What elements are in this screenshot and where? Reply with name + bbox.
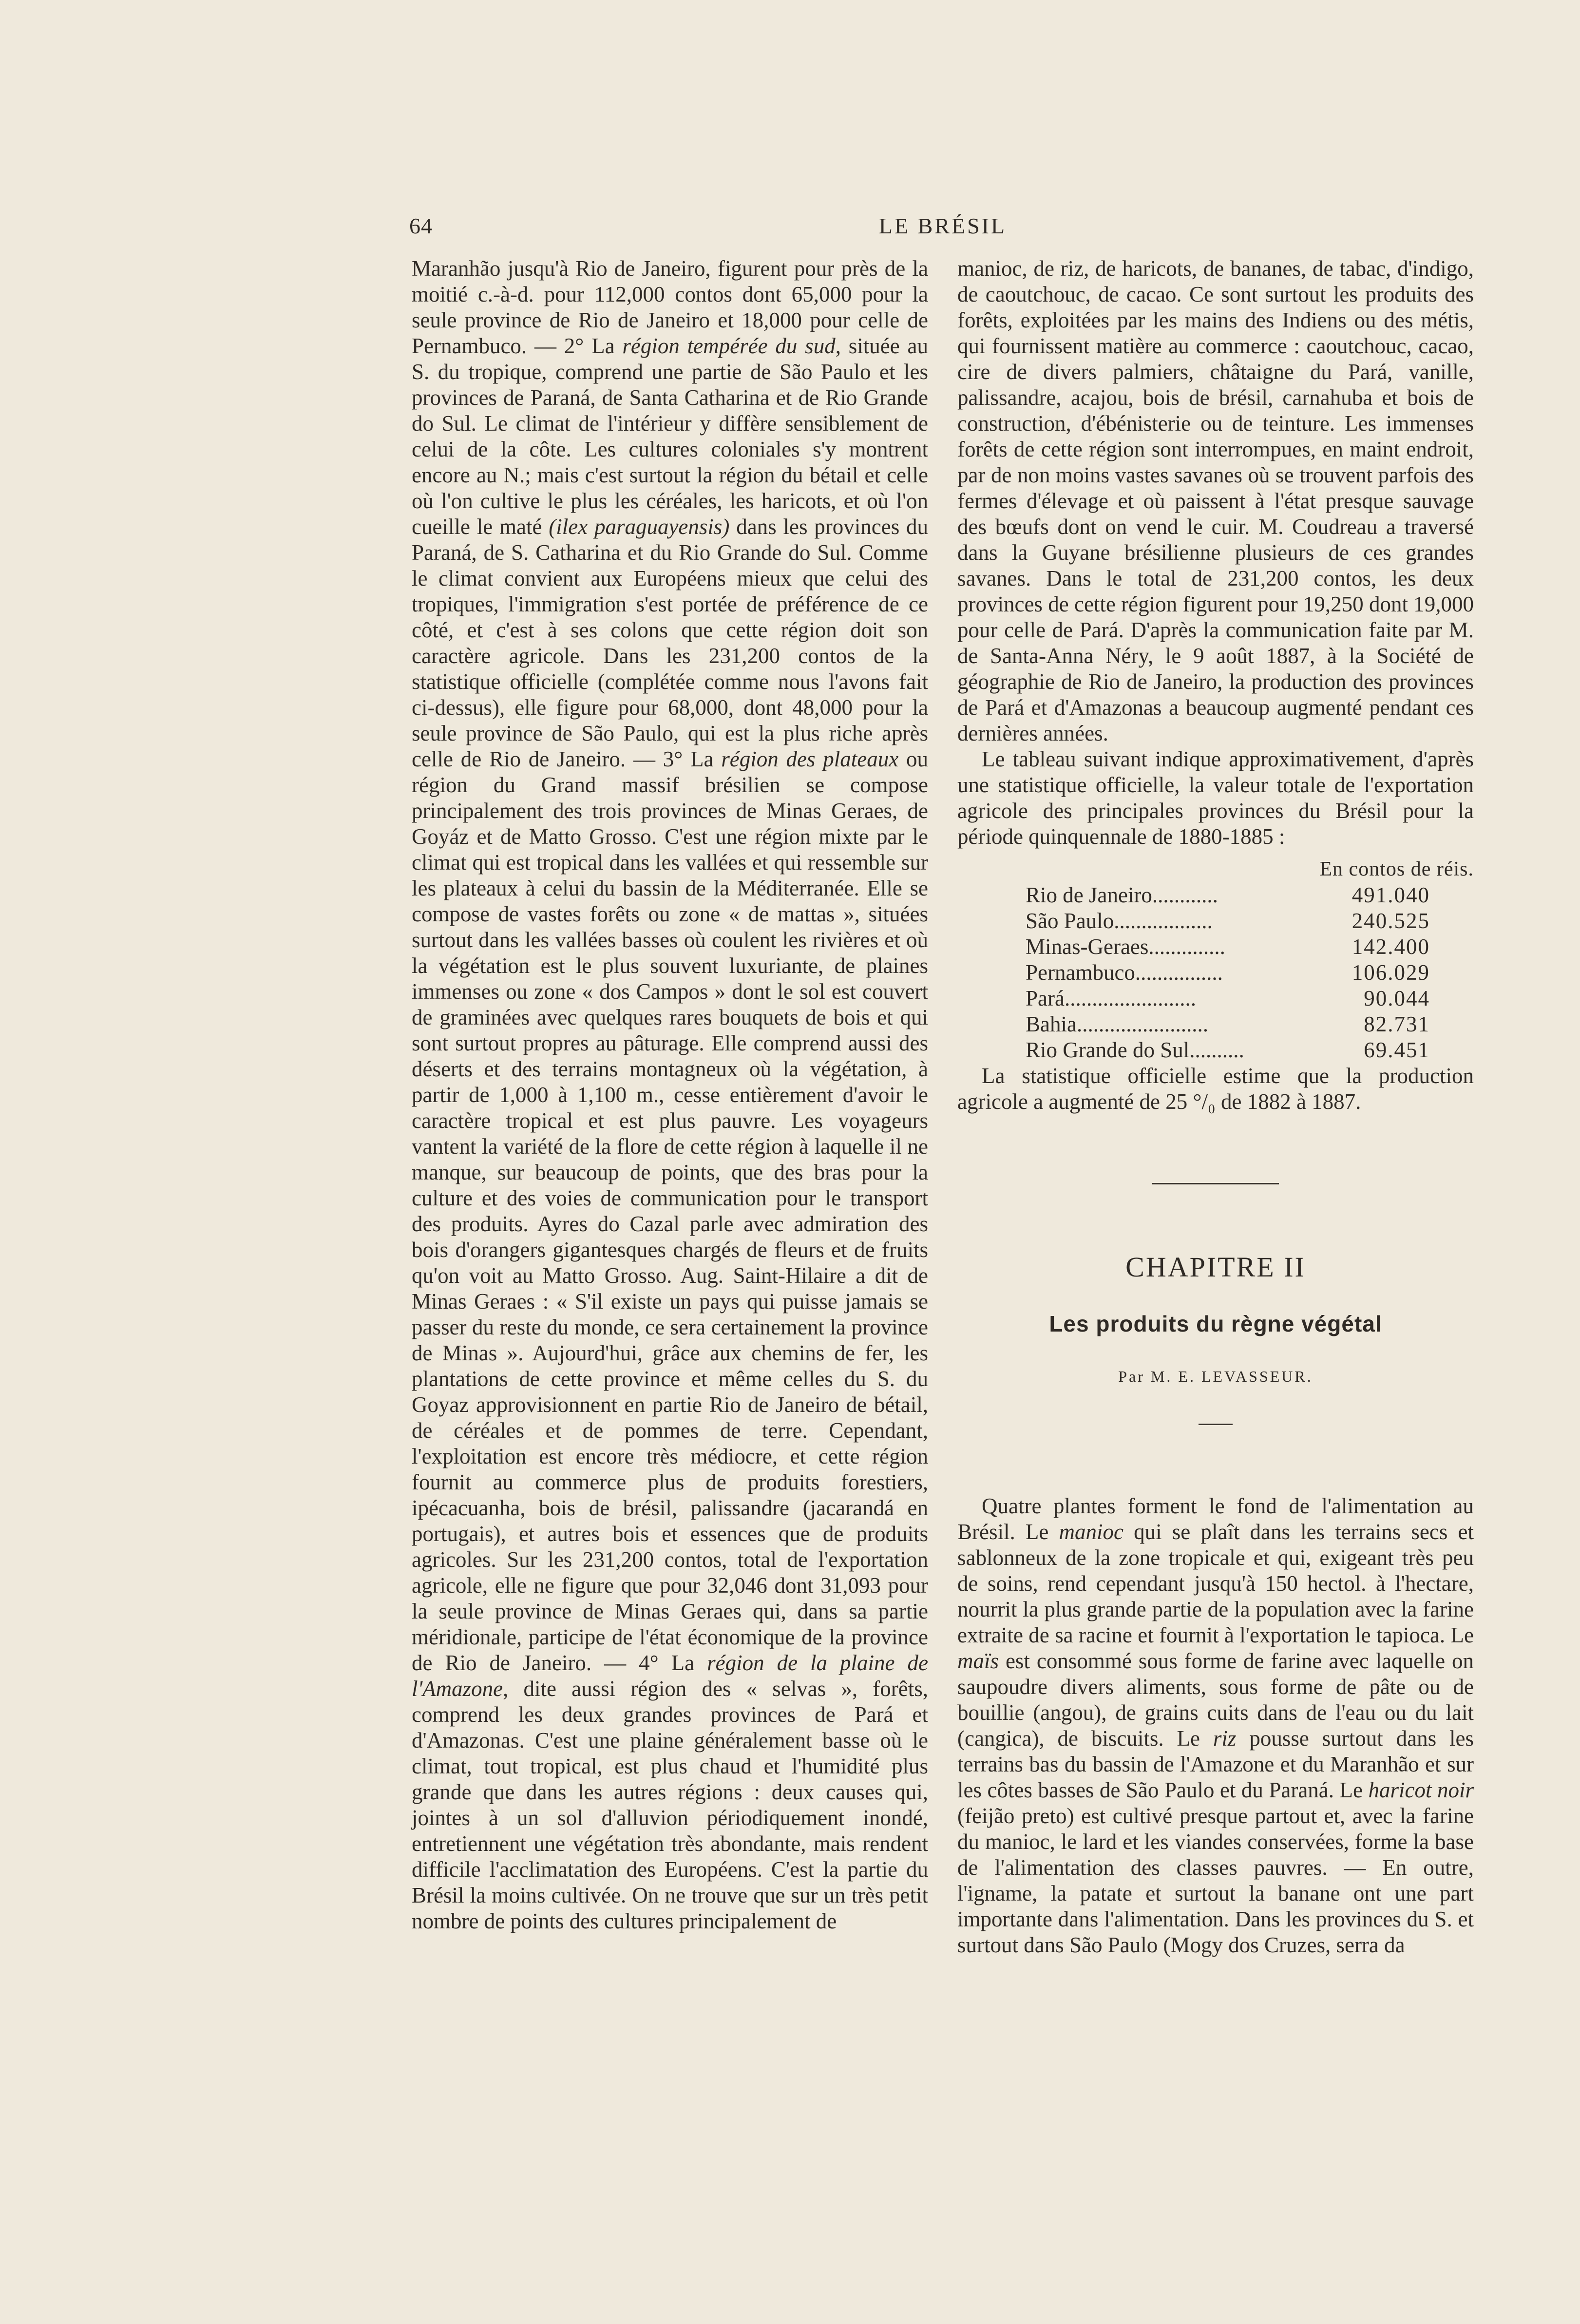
right-column <box>957 256 1474 1958</box>
short-divider <box>1199 1424 1233 1425</box>
page-number: 64 <box>409 213 433 238</box>
value-cell: 90.044 <box>1364 986 1430 1010</box>
value-cell: 240.525 <box>1352 909 1430 933</box>
value-cell: 491.040 <box>1352 883 1430 907</box>
table-row <box>1026 960 1430 986</box>
paragraph: La statistique officielle estime que la production agricole a augmenté de 25 °/₀ de 1882 à 1887. <box>957 1064 1474 1114</box>
statistics-table <box>1026 882 1430 1063</box>
value-cell: 69.451 <box>1364 1038 1430 1062</box>
paragraph: Maranhão jusqu'à Rio de Janeiro, figurent pour près de la moitié c.-à-d. pour 112,000 contos dont 65,000 pour la seule province de Rio de Janeiro et 18,000 pour celle de Pernambuco. — 2° La région tempérée du sud, située au S. du tropique, comprend une partie de São Paulo et les provinces de Paraná, de Santa Catharina et de Rio Grande do Sul. Le climat de l'intérieur y diffère sensiblement de celui de la côte. Les cultures coloniales s'y montrent encore au N.; mais c'est surtout la région du bétail et celle où l'on cultive le plus les céréales, les haricots, et où l'on cueille le maté (ilex paraguayensis) dans les provinces du Paraná, de S. Catharina et du Rio Grande do Sul. Comme le climat convient aux Européens mieux que celui des tropiques, l'immigration s'est portée de préférence de ce côté, et c'est à ses colons que cette région doit son caractère agricole. Dans les 231,200 contos de la statistique officielle (complétée comme nous l'avons fait ci-dessus), elle figure pour 68,000, dont 48,000 pour la seule province de São Paulo, qui est la plus riche après celle de Rio de Janeiro. — 3° La région des plateaux ou région du Grand massif brésilien se compose principalement des trois provinces de Minas Geraes, de Goyáz et de Matto Grosso. C'est une région mixte par le climat qui est tropical dans les vallées et qui ressemble sur les plateaux à celui du bassin de la Méditerranée. Elle se compose de vastes forêts ou zone « de mattas », situées surtout dans les vallées basses où coulent les rivières et où la végétation est le plus souvent luxuriante, de plaines immenses ou zone « dos Campos » dont le sol est couvert de graminées avec quelques rares bouquets de bois et qui sont surtout propres au pâturage. Elle comprend aussi des déserts et des terrains montagneux où la végétation, à partir de 1,000 à 1,100 m., cesse entièrement d'avoir le caractère tropical et est plus pauvre. Les voyageurs vantent la variété de la flore de cette région à laquelle il ne manque, sur beaucoup de points, que des bras pour la culture et des voies de communication pour le transport des produits. Ayres do Cazal parle avec admiration des bois d'orangers gigantesques chargés de fleurs et de fruits qu'on voit au Matto Grosso. Aug. Saint-Hilaire a dit de Minas Geraes : « S'il existe un pays qui puisse jamais se passer du reste du monde, ce sera certainement la province de Minas ». Aujourd'hui, grâce aux chemins de fer, les plantations de cette province et même celles du S. du Goyaz approvisionnent en partie Rio de Janeiro de bétail, de céréales et de pommes de terre. Cependant, l'exploitation est encore très médiocre, et cette région fournit au commerce plus de produits forestiers, ipécacuanha, bois de brésil, palissandre (jacarandá en portugais), et autres bois et essences que de produits agricoles. Sur les 231,200 contos, total de l'exportation agricole, elle ne figure que pour 32,046 dont 31,093 pour la seule province de Minas Geraes qui, dans sa partie méridionale, participe de l'état économique de la province de Rio de Janeiro. — 4° La région de la plaine de l'Amazone, dite aussi région des « selvas », forêts, comprend les deux grandes provinces de Pará et d'Amazonas. C'est une plaine généralement basse où le climat, tout tropical, est plus chaud et l'humidité plus grande que dans les autres régions : deux causes qui, jointes à un sol d'alluvion périodiquement inondé, entretiennent une végétation très abondante, mais rendent difficile l'acclimatation des Européens. C'est la partie du Brésil la moins cultivée. On ne trouve que sur un très petit nombre de points des cultures principalement de <box>412 256 929 1933</box>
province-cell: Bahia........................ <box>1026 1012 1208 1036</box>
emphasis: (ilex paraguayensis) <box>549 514 730 539</box>
table-row <box>1026 908 1430 934</box>
emphasis: région de la plaine de l'Amazone <box>412 1651 928 1701</box>
chapter-author: Par M. E. LEVASSEUR. <box>1118 1368 1313 1385</box>
statistics-table-block <box>957 857 1474 1063</box>
paragraph: manioc, de riz, de haricots, de bananes, de tabac, d'indigo, de caoutchouc, de cacao. Ce sont surtout les produits des forêts, exploitées par les mains des Indiens ou des métis, qui fournissent matière au commerce : caoutchouc, cacao, cire de divers palmiers, châtaigne du Pará, vanille, palissandre, acajou, bois de brésil, carnahuba et bois de construction, d'ébénisterie ou de teinture. Les immenses forêts de cette région sont interrompues, en maint endroit, par de non moins vastes savanes où se trouvent parfois des fermes d'élevage et où paissent à l'état presque sauvage des bœufs dont on vend le cuir. M. Coudreau a traversé dans la Guyane brésilienne plusieurs de ces grandes savanes. Dans le total de 231,200 contos, les deux provinces de cette région figurent pour 19,250 dont 19,000 pour celle de Pará. D'après la communication faite par M. de Santa-Anna Néry, le 9 août 1887, à la Société de géographie de Rio de Janeiro, la production des provinces de Pará et d'Amazonas a beaucoup augmenté pendant ces dernières années. <box>957 256 1474 745</box>
emphasis: manioc <box>1059 1520 1123 1544</box>
section-divider <box>1152 1183 1279 1184</box>
province-cell: Pernambuco................ <box>1026 960 1223 985</box>
emphasis: haricot noir <box>1368 1778 1474 1802</box>
province-cell: Rio de Janeiro............ <box>1026 883 1218 907</box>
value-cell: 142.400 <box>1352 934 1430 959</box>
paragraph: Quatre plantes forment le fond de l'alimentation au Brésil. Le manioc qui se plaît dans les terrains secs et sablonneux de la zone tropicale et qui, exigeant très peu de soins, rend cependant jusqu'à 150 hectol. à l'hectare, nourrit la plus grande partie de la population avec la farine extraite de sa racine et fournit à l'exportation le tapioca. Le maïs est consommé sous forme de farine avec laquelle on saupoudre divers aliments, sous forme de pâte ou de bouillie (angou), de grains cuits dans de l'eau ou du lait (cangica), de biscuits. Le riz pousse surtout dans les terrains bas du bassin de l'Amazone et du Maranhão et sur les côtes basses de São Paulo et du Paraná. Le haricot noir (feijão preto) est cultivé presque partout et, avec la farine du manioc, le lard et les viandes conservées, forme la base de l'alimentation des classes pauvres. — En outre, l'igname, la patate et surtout la banane ont une part importante dans l'alimentation. Dans les provinces du S. et surtout dans São Paulo (Mogy dos Cruzes, serra da <box>957 1494 1474 1957</box>
paragraph: Le tableau suivant indique approximativement, d'après une statistique officielle, la valeur totale de l'exportation agricole des principales provinces du Brésil pour la période quinquennale de 1880-1885 : <box>957 747 1474 849</box>
emphasis: riz <box>1213 1726 1237 1751</box>
province-cell: Minas-Geraes.............. <box>1026 934 1225 959</box>
emphasis: région tempérée du sud <box>622 334 836 358</box>
province-cell: São Paulo.................. <box>1026 909 1213 933</box>
table-row <box>1026 1011 1430 1037</box>
emphasis: maïs <box>957 1649 999 1673</box>
left-column <box>412 256 928 1934</box>
running-title: LE BRÉSIL <box>878 213 1007 238</box>
chapter-subtitle: Les produits du règne végétal <box>1049 1311 1382 1336</box>
table-row <box>1026 882 1430 908</box>
table-row <box>1026 934 1430 960</box>
province-cell: Rio Grande do Sul.......... <box>1026 1038 1244 1062</box>
emphasis: région des plateaux <box>721 747 899 771</box>
table-row <box>1026 986 1430 1011</box>
province-cell: Pará........................ <box>1026 986 1196 1010</box>
value-cell: 82.731 <box>1364 1012 1430 1036</box>
table-row <box>1026 1037 1430 1063</box>
chapter-heading: CHAPITRE II <box>1125 1251 1306 1283</box>
value-cell: 106.029 <box>1352 960 1430 985</box>
page-header <box>409 213 1476 242</box>
table-caption: En contos de réis. <box>1319 858 1474 880</box>
